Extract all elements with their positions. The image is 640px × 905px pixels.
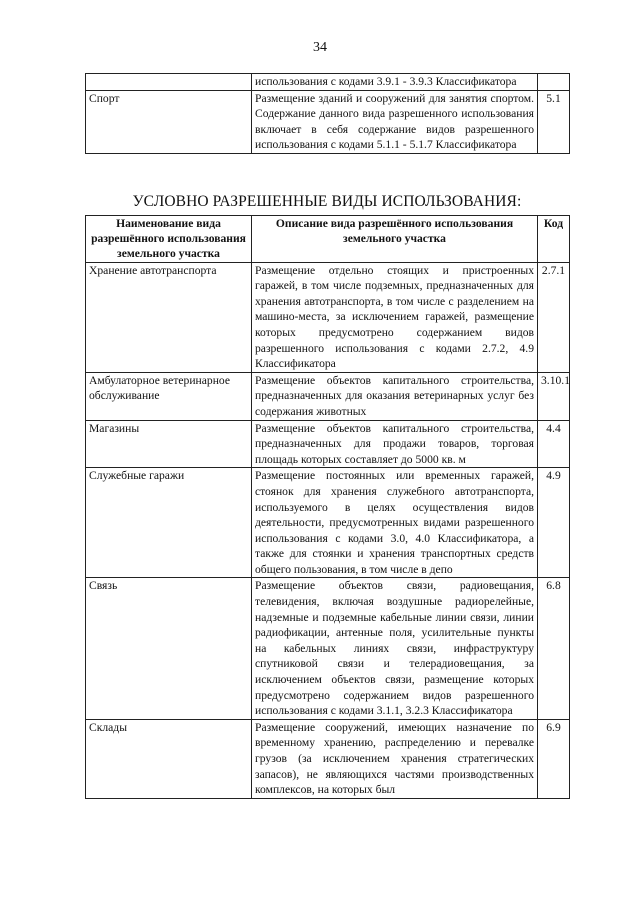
use-code-cell: 2.7.1 [538, 262, 570, 372]
table-row [86, 468, 570, 578]
use-name-cell: Связь [86, 578, 252, 719]
table-row [86, 90, 570, 153]
table-row [86, 719, 570, 798]
use-name-cell [86, 74, 252, 91]
use-code-cell [538, 74, 570, 91]
use-name-cell: Служебные гаражи [86, 468, 252, 578]
use-description-cell: Размещение объектов капитального строительства, предназначенных для оказания ветеринарных услуг без содержания животных [252, 372, 538, 420]
use-description-cell: использования с кодами 3.9.1 - 3.9.3 Классификатора [252, 74, 538, 91]
use-code-cell: 4.4 [538, 420, 570, 468]
use-name-cell: Спорт [86, 90, 252, 153]
use-description-cell: Размещение постоянных или временных гаражей, стоянок для хранения служебного автотранспорта, используемого в целях осуществления видов деятельности, предусмотренных видами разрешенного использования с кодами 3.0, 4.0 Классификатора, а также для стоянки и хранения транспортных средств общего пользования, в том числе в депо [252, 468, 538, 578]
use-name-cell: Магазины [86, 420, 252, 468]
use-description-cell: Размещение объектов капитального строительства, предназначенных для продажи товаров, торговая площадь которых составляет до 5000 кв. м [252, 420, 538, 468]
use-description-cell: Размещение объектов связи, радиовещания, телевидения, включая воздушные радиорелейные, надземные и подземные кабельные линии связи, линии радиофикации, антенные поля, усилительные пункты на кабельных линиях связи, инфраструктуру спутниковой связи и телерадиовещания, за исключением объектов связи, размещение которых предусмотрено содержанием видов разрешенного использования с кодами 3.1.1, 3.2.3 Классификатора [252, 578, 538, 719]
table-row [86, 372, 570, 420]
table-row [86, 578, 570, 719]
use-description-cell: Размещение отдельно стоящих и пристроенных гаражей, в том числе подземных, предназначенных для хранения автотранспорта, в том числе с разделением на машино-места, за исключением гаражей, размещение которых предусмотрено содержанием видов разрешенного использования с кодами 2.7.2, 4.9 Классификатора [252, 262, 538, 372]
conditional-uses-table [85, 215, 570, 799]
table-row [86, 420, 570, 468]
use-code-cell: 4.9 [538, 468, 570, 578]
table-header-row [86, 216, 570, 263]
header-description: Описание вида разрешённого использования земельного участка [252, 216, 538, 263]
continuation-table [85, 73, 570, 154]
header-name: Наименование вида разрешённого использования земельного участка [86, 216, 252, 263]
use-code-cell: 6.9 [538, 719, 570, 798]
use-description-cell: Размещение сооружений, имеющих назначение по временному хранению, распределению и перевалке грузов (за исключением хранения стратегических запасов), не являющихся частями производственных комплексов, на которых был [252, 719, 538, 798]
header-code: Код [538, 216, 570, 263]
section-heading: УСЛОВНО РАЗРЕШЕННЫЕ ВИДЫ ИСПОЛЬЗОВАНИЯ: [132, 193, 522, 210]
table-row [86, 262, 570, 372]
table-row [86, 74, 570, 91]
page-number: 34 [313, 40, 327, 55]
use-name-cell: Амбулаторное ветеринарное обслуживание [86, 372, 252, 420]
use-name-cell: Склады [86, 719, 252, 798]
use-name-cell: Хранение автотранспорта [86, 262, 252, 372]
use-code-cell: 6.8 [538, 578, 570, 719]
use-code-cell: 5.1 [538, 90, 570, 153]
use-code-cell: 3.10.1 [538, 372, 570, 420]
use-description-cell: Размещение зданий и сооружений для занятия спортом. Содержание данного вида разрешенного использования включает в себя содержание видов разрешенного использования с кодами 5.1.1 - 5.1.7 Классификатора [252, 90, 538, 153]
